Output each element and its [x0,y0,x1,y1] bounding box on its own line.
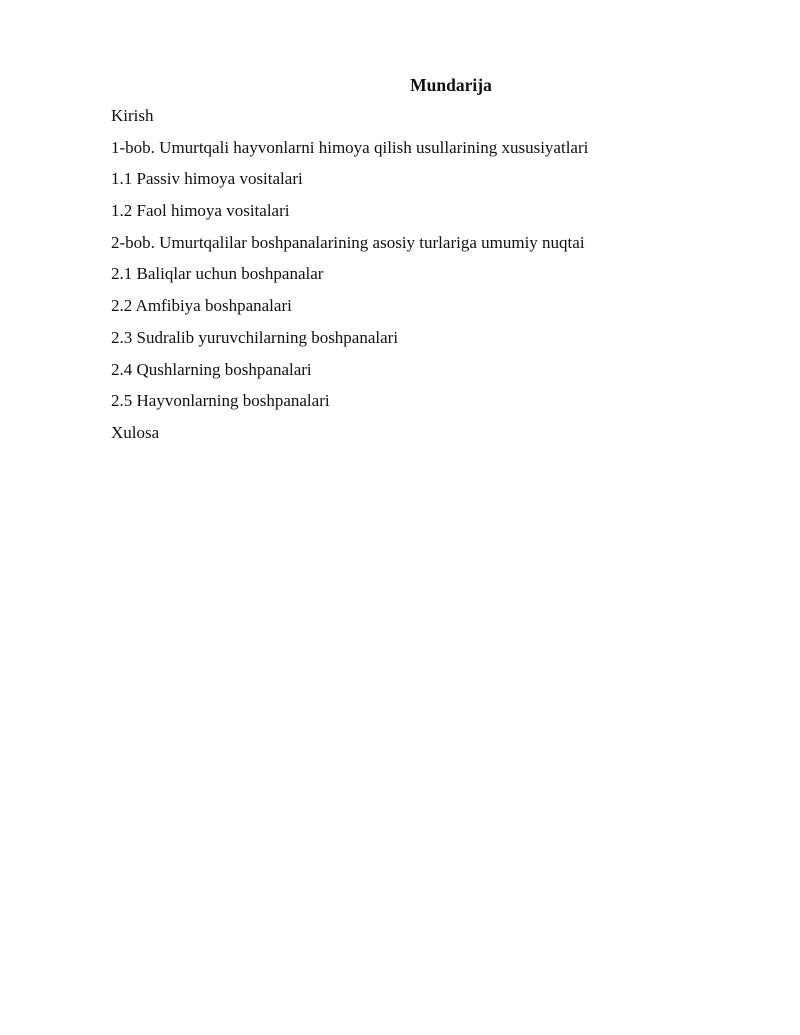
toc-item-section-2-2: 2.2 Amfibiya boshpanalari [111,296,292,316]
toc-item-section-2-1: 2.1 Baliqlar uchun boshpanalar [111,264,324,284]
toc-item-introduction: Kirish [111,106,154,125]
table-of-contents [111,106,588,455]
toc-item-section-1-1: 1.1 Passiv himoya vositalari [111,169,303,189]
toc-item-section-2-5: 2.5 Hayvonlarning boshpanalari [111,391,330,411]
toc-item-section-2-4: 2.4 Qushlarning boshpanalari [111,359,312,379]
toc-item-section-2-3: 2.3 Sudralib yuruvchilarning boshpanalari [111,327,399,347]
toc-item-conclusion: Xulosa [111,422,160,442]
toc-item-section-1-2: 1.2 Faol himoya vositalari [111,201,290,221]
toc-item-chapter-2: 2-bob. Umurtqalilar boshpanalarining asosiy turlariga umumiy nuqtai [111,232,585,252]
page-title: Mundarija [410,75,492,95]
toc-item-chapter-1: 1-bob. Umurtqali hayvonlarni himoya qilish usullarining xususiyatlari [111,137,589,157]
